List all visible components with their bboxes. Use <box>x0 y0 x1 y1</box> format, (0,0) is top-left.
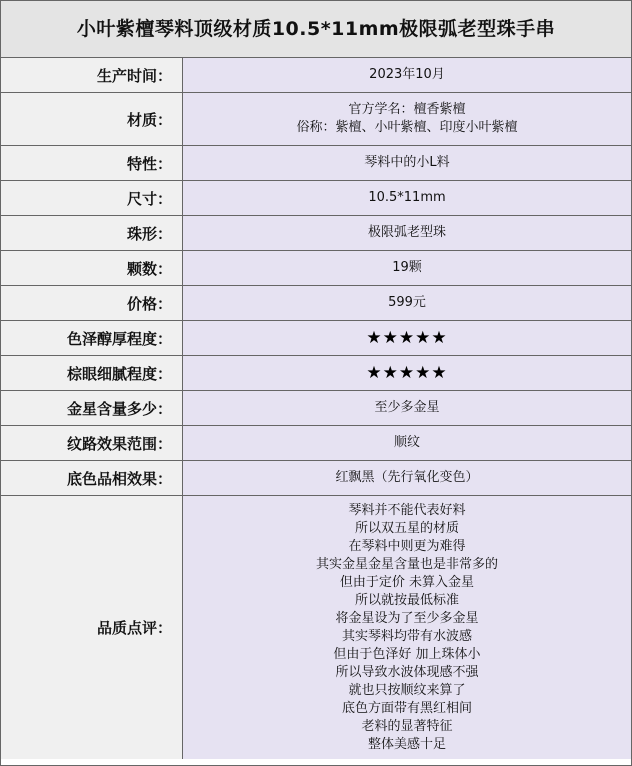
star-rating-icon: ★★★★★ <box>366 363 448 383</box>
row-label: 纹路效果范围： <box>1 426 183 460</box>
row-value <box>183 216 631 250</box>
row-value <box>183 426 631 460</box>
value-line: 红飘黑（先行氧化变色） <box>335 470 479 485</box>
row-gold-star-content <box>1 391 631 426</box>
value-line: 其实琴料均带有水波感 <box>341 628 472 644</box>
row-value <box>183 251 631 285</box>
row-value <box>183 58 631 92</box>
value-line: 琴料并不能代表好料 <box>348 502 466 518</box>
value-line: 俗称：紫檀、小叶紫檀、印度小叶紫檀 <box>296 120 518 135</box>
row-label: 金星含量多少： <box>1 391 183 425</box>
row-value <box>183 496 631 759</box>
value-line: 就也只按顺纹来算了 <box>348 682 466 698</box>
row-material <box>1 93 631 146</box>
value-line: 19颗 <box>392 260 422 275</box>
row-label: 珠形： <box>1 216 183 250</box>
value-line: 将金星设为了至少多金星 <box>335 610 479 626</box>
value-line: 官方学名：檀香紫檀 <box>348 102 466 117</box>
row-label: 尺寸： <box>1 181 183 215</box>
value-line: 在琴料中则更为难得 <box>348 538 466 554</box>
row-label: 底色品相效果： <box>1 461 183 495</box>
row-label: 色泽醇厚程度： <box>1 321 183 355</box>
value-line: 10.5*11mm <box>368 190 446 205</box>
row-value <box>183 356 631 390</box>
value-line: 其实金星金星含量也是非常多的 <box>315 556 498 572</box>
value-line: 琴料中的小L料 <box>364 155 450 170</box>
value-line: 老料的显著特征 <box>361 718 453 734</box>
row-label: 颗数： <box>1 251 183 285</box>
value-line: 整体美感十足 <box>367 736 446 752</box>
value-line: 所以双五星的材质 <box>354 520 459 536</box>
row-label: 棕眼细腻程度： <box>1 356 183 390</box>
row-pore-fineness <box>1 356 631 391</box>
row-value <box>183 391 631 425</box>
row-size <box>1 181 631 216</box>
row-feature <box>1 146 631 181</box>
row-value <box>183 286 631 320</box>
row-label: 材质： <box>1 93 183 145</box>
value-line: 极限弧老型珠 <box>367 225 446 240</box>
value-line: 顺纹 <box>393 435 420 450</box>
row-color-richness <box>1 321 631 356</box>
value-line: 底色方面带有黑红相间 <box>341 700 472 716</box>
row-base-color <box>1 461 631 496</box>
row-value <box>183 146 631 180</box>
star-rating-icon: ★★★★★ <box>366 328 448 348</box>
row-quality-review <box>1 496 631 759</box>
value-line: 2023年10月 <box>369 67 445 82</box>
row-grain-effect <box>1 426 631 461</box>
row-label: 特性： <box>1 146 183 180</box>
row-bead-shape <box>1 216 631 251</box>
row-value <box>183 321 631 355</box>
row-label: 品质点评： <box>1 496 183 759</box>
row-label: 价格： <box>1 286 183 320</box>
row-value <box>183 93 631 145</box>
value-line: 但由于定价 未算入金星 <box>339 574 475 590</box>
row-label: 生产时间： <box>1 58 183 92</box>
value-line: 599元 <box>388 295 426 310</box>
value-line: 所以导致水波体现感不强 <box>335 664 479 680</box>
row-price <box>1 286 631 321</box>
row-value <box>183 181 631 215</box>
row-production-time <box>1 58 631 93</box>
row-value <box>183 461 631 495</box>
value-line: 所以就按最低标准 <box>354 592 459 608</box>
table-title: 小叶紫檀琴料顶级材质10.5*11mm极限弧老型珠手串 <box>1 1 631 58</box>
row-bead-count <box>1 251 631 286</box>
value-line: 但由于色泽好 加上珠体小 <box>333 646 481 662</box>
value-line: 至少多金星 <box>374 400 440 415</box>
